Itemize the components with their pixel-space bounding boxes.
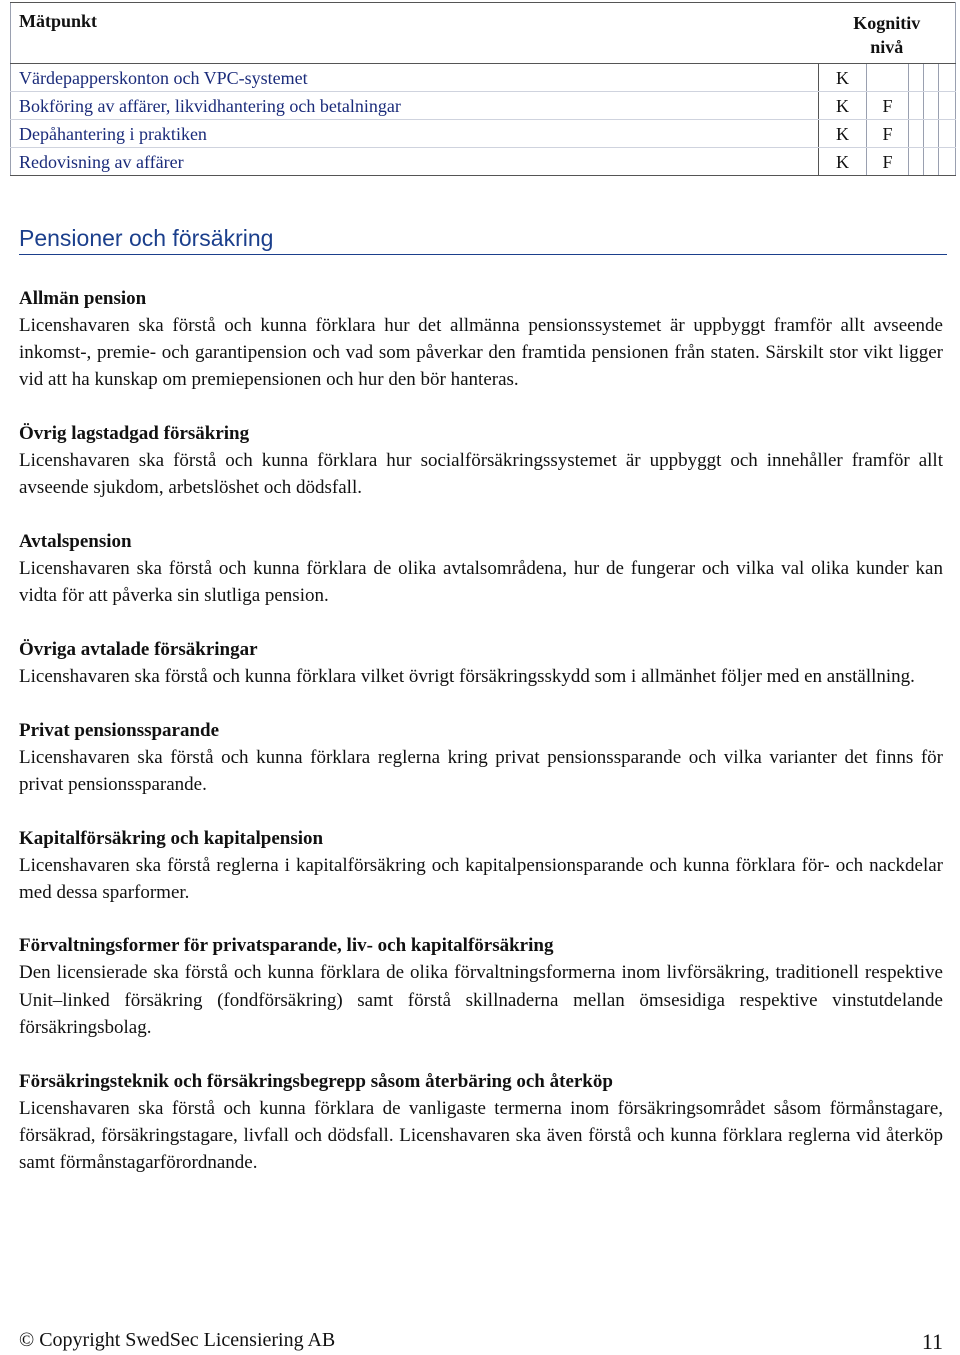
grid-cell xyxy=(924,148,939,176)
row-label: Redovisning av affärer xyxy=(11,148,819,176)
row-label: Bokföring av affärer, likvidhantering och betalningar xyxy=(11,92,819,120)
table-header-row xyxy=(11,3,956,64)
block-text: Den licensierade ska förstå och kunna förklara de olika förvaltningsformerna inom livförsäkring, traditionell respektive Unit–linked försäkring (fondförsäkring) samt förstå skillnaderna mellan ömsesidiga respektive vinstutdelande försäkringsbolag. xyxy=(19,962,943,1038)
row-f-value xyxy=(867,64,909,92)
row-k-value: K xyxy=(819,148,867,176)
grid-cell xyxy=(909,64,924,92)
grid-cell xyxy=(939,64,956,92)
section-forsakringsteknik xyxy=(19,1068,943,1177)
block-heading: Allmän pension xyxy=(19,288,147,309)
block-text: Licenshavaren ska förstå och kunna förklara hur socialförsäkringssystemet är uppbyggt och innehåller framför allt avseende sjukdom, arbetslöshet och dödsfall. xyxy=(19,450,943,499)
section-forvaltningsformer xyxy=(19,932,943,1041)
table-row xyxy=(11,148,956,176)
table-row xyxy=(11,120,956,148)
row-label: Depåhantering i praktiken xyxy=(11,120,819,148)
block-text: Licenshavaren ska förstå och kunna förklara hur det allmänna pensionssystemet är uppbyggt framför allt avseende inkomst-, premie- och garantipension och vad som påverkar den framtida pensionen från staten. Särskilt stor vikt ligger vid att ha kunskap om premiepensionen och hur den bör hanteras. xyxy=(19,315,943,391)
block-text: Licenshavaren ska förstå och kunna förklara vilket övrigt försäkringsskydd som i allmänhet följer med en anställning. xyxy=(19,665,915,687)
block-text: Licenshavaren ska förstå och kunna förklara reglerna kring privat pensionssparande och vilka varianter det finns för privat pensionssparande. xyxy=(19,746,943,795)
row-f-value: F xyxy=(867,92,909,120)
section-title: Pensioner och försäkring xyxy=(19,224,947,255)
block-heading: Övrig lagstadgad försäkring xyxy=(19,423,250,445)
header-kognitiv-niva-text: Kognitiv nivå xyxy=(853,13,921,57)
table-row xyxy=(11,64,956,92)
row-f-value: F xyxy=(867,148,909,176)
section-ovrig-lagstadgad-forsakring xyxy=(19,420,943,501)
grid-cell xyxy=(939,92,956,120)
section-avtalspension xyxy=(19,528,943,609)
content-body xyxy=(19,285,943,1176)
header-matpunkt: Mätpunkt xyxy=(11,3,819,64)
page-footer xyxy=(19,1327,943,1353)
section-allman-pension xyxy=(19,285,943,394)
row-k-value: K xyxy=(819,92,867,120)
table-row xyxy=(11,92,956,120)
block-text: Licenshavaren ska förstå och kunna förklara de vanligaste termerna inom försäkringsområdet såsom förmånstagare, försäkrad, försäkringstagare, livfall och dödsfall. Licenshavaren ska även förstå och kunna förklara reglerna vid återköp samt förmånstagarförordnande. xyxy=(19,1097,943,1173)
row-f-value: F xyxy=(867,120,909,148)
row-label: Värdepapperskonton och VPC-systemet xyxy=(11,64,819,92)
row-k-value: K xyxy=(819,120,867,148)
block-heading: Försäkringsteknik och försäkringsbegrepp såsom återbäring och återköp xyxy=(19,1070,613,1092)
block-text: Licenshavaren ska förstå reglerna i kapitalförsäkring och kapitalpensionsparande och kunna förklara för- och nackdelar med dessa sparformer. xyxy=(19,854,943,903)
section-ovriga-avtalade-forsakringar xyxy=(19,636,943,690)
section-privat-pensionssparande xyxy=(19,717,943,798)
header-kognitiv-niva xyxy=(819,3,956,64)
copyright-text: © Copyright SwedSec Licensiering AB xyxy=(19,1329,336,1351)
grid-cell xyxy=(924,120,939,148)
block-heading: Förvaltningsformer för privatsparande, liv- och kapitalförsäkring xyxy=(19,935,554,957)
row-k-value: K xyxy=(819,64,867,92)
block-text: Licenshavaren ska förstå och kunna förklara de olika avtalsområdena, hur de fungerar och vilka val olika kunder kan vidta för att påverka sin slutliga pension. xyxy=(19,558,943,607)
block-heading: Privat pensionssparande xyxy=(19,719,220,741)
block-heading: Kapitalförsäkring och kapitalpension xyxy=(19,827,324,849)
grid-cell xyxy=(909,148,924,176)
block-heading: Övriga avtalade försäkringar xyxy=(19,638,258,660)
grid-cell xyxy=(939,148,956,176)
grid-cell xyxy=(924,92,939,120)
grid-cell xyxy=(924,64,939,92)
grid-cell xyxy=(939,120,956,148)
page-number: 11 xyxy=(921,1329,943,1354)
section-kapitalforsakring xyxy=(19,825,943,906)
measurement-table xyxy=(10,2,956,176)
grid-cell xyxy=(909,120,924,148)
block-heading: Avtalspension xyxy=(19,531,132,553)
grid-cell xyxy=(909,92,924,120)
